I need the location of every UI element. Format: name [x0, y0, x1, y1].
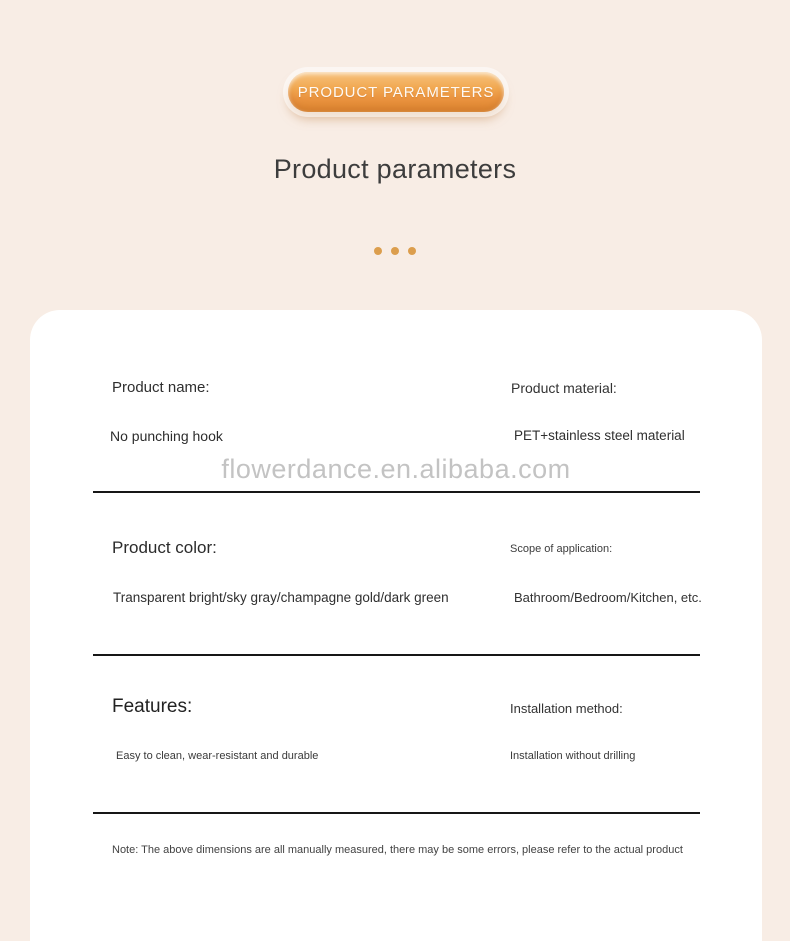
- param-label-product-name: Product name:: [112, 379, 210, 396]
- param-value-product-material: PET+stainless steel material: [514, 428, 685, 443]
- page-title: Product parameters: [273, 154, 517, 184]
- dot-icon: [408, 247, 416, 255]
- note-text: Note: The above dimensions are all manually measured, there may be some errors, please refer to the actual product: [112, 844, 683, 856]
- param-value-installation-method: Installation without drilling: [510, 750, 636, 762]
- watermark-text: flowerdance.en.alibaba.com: [221, 454, 571, 484]
- dot-icon: [374, 247, 382, 255]
- param-label-installation-method: Installation method:: [510, 701, 623, 716]
- param-value-product-color: Transparent bright/sky gray/champagne gold/dark green: [113, 590, 449, 605]
- carousel-dots: [0, 247, 790, 255]
- divider: [93, 812, 700, 814]
- param-label-scope-of-application: Scope of application:: [510, 543, 613, 555]
- param-value-product-name: No punching hook: [110, 428, 223, 444]
- divider: [93, 654, 700, 656]
- divider: [93, 491, 700, 493]
- product-parameters-badge[interactable]: PRODUCT PARAMETERS: [288, 72, 504, 112]
- param-label-features: Features:: [112, 696, 193, 717]
- param-label-product-color: Product color:: [112, 538, 217, 557]
- param-value-scope-of-application: Bathroom/Bedroom/Kitchen, etc.: [514, 590, 702, 605]
- param-value-features: Easy to clean, wear-resistant and durable: [116, 750, 319, 762]
- parameters-card: [30, 310, 762, 941]
- dot-icon: [391, 247, 399, 255]
- param-label-product-material: Product material:: [511, 380, 617, 396]
